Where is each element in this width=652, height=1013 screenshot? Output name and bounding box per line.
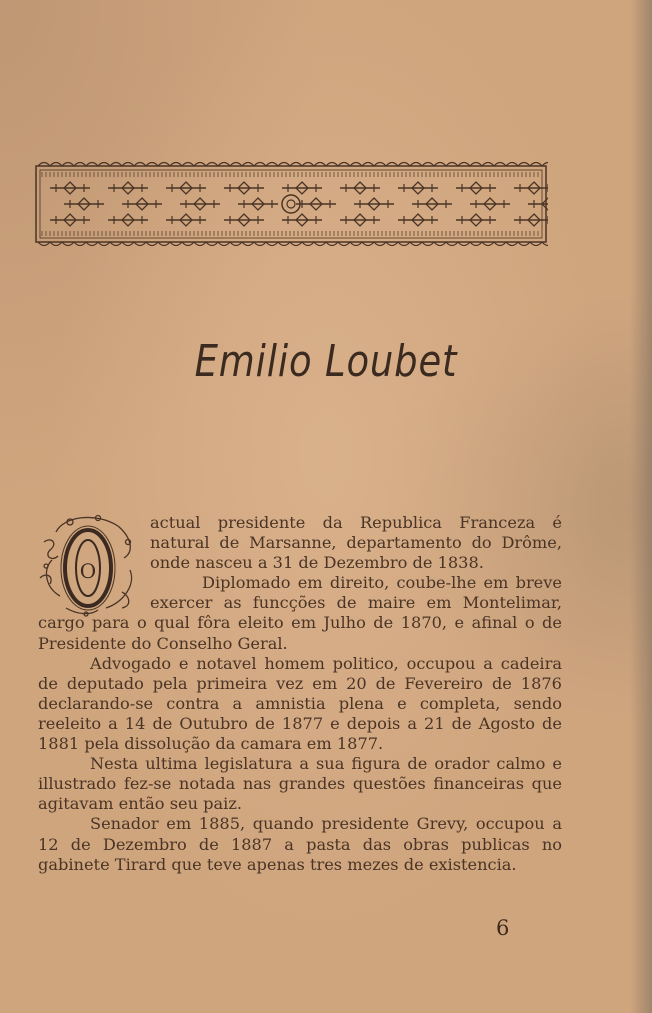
- paragraph-5: Senador em 1885, quando presidente Grevy, occupou a 12 de Dezembro de 1887 a pasta das obras publicas no gabinete Tirard que teve apenas tres mezes de existencia.: [38, 814, 562, 874]
- dropcap-space: [38, 513, 150, 613]
- decorative-header-ornament: [34, 160, 548, 248]
- paragraph-4: Nesta ultima legislatura a sua figura de orador calmo e illustrado fez-se notada nas grandes questões financeiras que agitavam então seu paiz.: [38, 754, 562, 814]
- page-title: Emilio Loubet: [194, 336, 458, 387]
- paragraph-2: Diplomado em direito, coube-lhe em breve exercer as funcções de maire em Montelimar, cargo para o qual fôra eleito em Julho de 1870, e afinal o de Presidente do Conselho Geral.: [38, 573, 562, 653]
- page-edge-shadow: [630, 0, 652, 1013]
- page-number: 6: [496, 916, 510, 940]
- paragraph-3: Advogado e notavel homem politico, occupou a cadeira de deputado pela primeira vez em 20 de Fevereiro de 1876 declarando-se contra a amnistia plena e completa, sendo reeleito a 14 de Outubro de 1877 e depois a 21 de Agosto de 1881 pela dissolução da camara em 1877.: [38, 653, 562, 754]
- paragraph-1: actual presidente da Republica Franceza é natural de Marsanne, departamento do Drôme, onde nasceu a 31 de Dezembro de 1838.: [150, 513, 562, 573]
- dropcap-letter: O: [79, 559, 97, 583]
- biography-text: [38, 513, 562, 875]
